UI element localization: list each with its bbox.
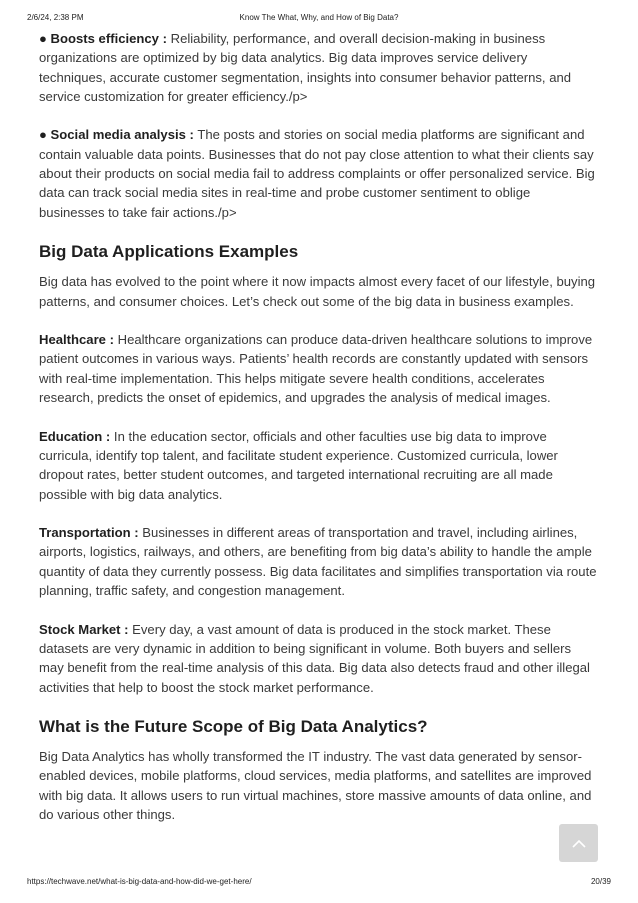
print-datetime: 2/6/24, 2:38 PM	[27, 13, 84, 22]
healthcare-text: Healthcare organizations can produce data-driven healthcare solutions to improve patient outcomes in various ways. Patients’ health records are constantly updated with sensors with real-time implementation. This helps mitigate severe health conditions, accelerates research, predicts the onset of epidemics, and upgrades the analysis of medical images.	[39, 332, 593, 406]
transportation-label: Transportation :	[39, 525, 139, 541]
paragraph-stock-market	[39, 620, 597, 697]
stock-market-label: Stock Market :	[39, 621, 129, 637]
education-label: Education :	[39, 428, 111, 444]
transportation-text: Businesses in different areas of transportation and travel, including airlines, airports, logistics, railways, and others, are benefiting from big data’s ability to handle the ample quantity of data they currently possess. Big data facilitates and simplifies transportation via route planning, traffic safety, and congestion management.	[39, 525, 597, 599]
heading-future-scope: What is the Future Scope of Big Data Analytics?	[39, 717, 428, 737]
paragraph-boosts-efficiency	[39, 29, 597, 106]
social-media-text: The posts and stories on social media platforms are significant and contain valuable data points. Businesses that do not pay close attention to what their clients say about their products on social media fail to address complaints or offer personalized service. Big data can track social media sites in real-time and probe customer sentiment to oblige businesses to take fair actions./p>	[39, 127, 595, 220]
print-url: https://techwave.net/what-is-big-data-and-how-did-we-get-here/	[27, 877, 252, 886]
chevron-up-icon	[572, 839, 586, 848]
education-text: In the education sector, officials and other faculties use big data to improve curricula, identify top talent, and facilitate student experience. Customized curricula, lower dropout rates, better student outcomes, and targeted international recruiting are all made possible with big data analytics.	[39, 428, 558, 502]
article-content	[39, 29, 597, 844]
paragraph-healthcare	[39, 330, 597, 407]
healthcare-label: Healthcare :	[39, 332, 114, 348]
print-page-number: 20/39	[590, 877, 611, 886]
boosts-efficiency-text: Reliability, performance, and overall decision-making in business organizations are optimized by big data analytics. Big data improves service delivery techniques, accurate customer segmentation, insights into consumer behavior patterns, and service customization for greater efficiency./p>	[39, 31, 572, 104]
print-page-title: Know The What, Why, and How of Big Data?	[239, 13, 399, 22]
boosts-efficiency-label: ● Boosts efficiency :	[39, 31, 167, 46]
social-media-label: ● Social media analysis :	[39, 127, 194, 143]
paragraph-future-scope: Big Data Analytics has wholly transformed the IT industry. The vast data generated by sensor-enabled devices, mobile platforms, cloud services, media platforms, and satellites are improved with big data. It allows users to run virtual machines, store massive amounts of data online, and do various other things.	[39, 749, 592, 822]
paragraph-social-media-analysis	[39, 125, 597, 221]
stock-market-text: Every day, a vast amount of data is produced in the stock market. These datasets are very dynamic in addition to being significant in volume. Both buyers and sellers may benefit from the real-time analysis of this data. Big data also detects fraud and other illegal activities that help to boost the stock market performance.	[39, 621, 590, 695]
paragraph-transportation	[39, 523, 597, 600]
scroll-to-top-button[interactable]	[559, 824, 598, 862]
paragraph-applications-intro: Big data has evolved to the point where it now impacts almost every facet of our lifestyle, buying patterns, and consumer choices. Let’s check out some of the big data in business examples.	[39, 274, 596, 309]
heading-applications-examples: Big Data Applications Examples	[39, 242, 299, 262]
paragraph-education	[39, 427, 597, 504]
